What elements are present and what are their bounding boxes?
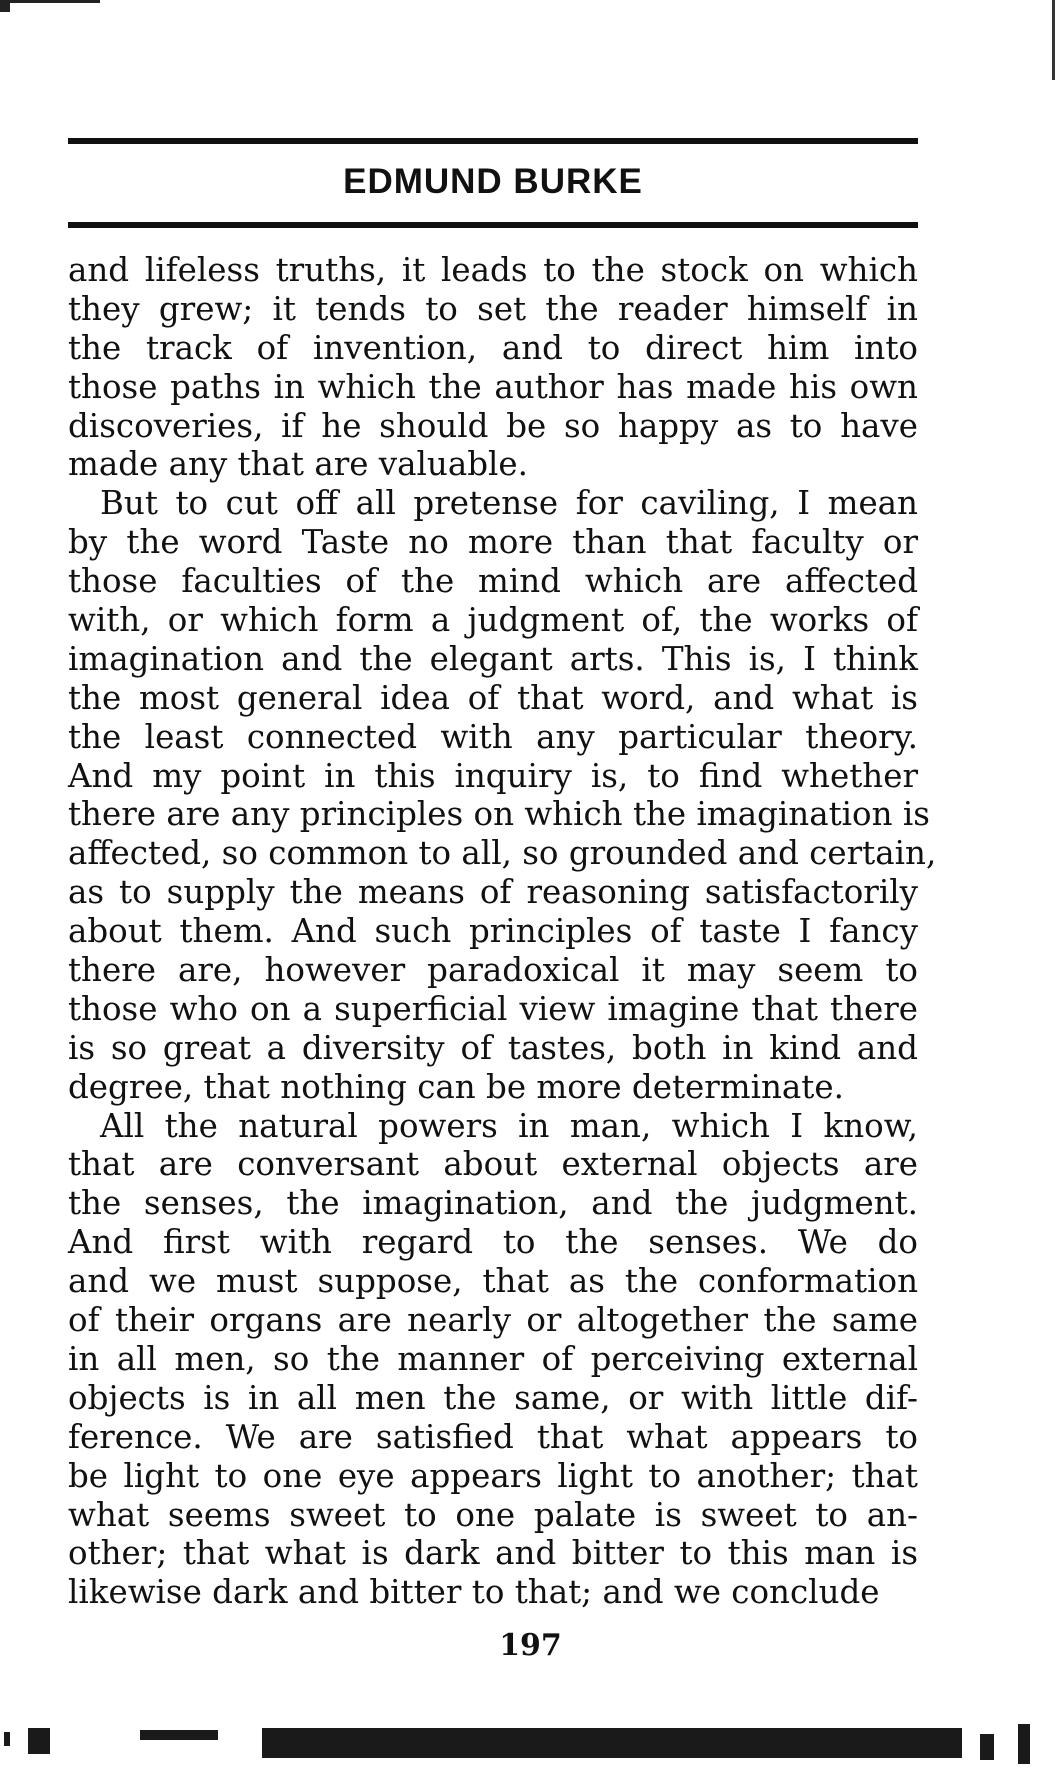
text-line: the least connected with any particular theory. — [68, 717, 918, 756]
text-line: and we must suppose, that as the conformation — [68, 1262, 918, 1301]
text-line: And my point in this inquiry is, to find whether — [68, 756, 918, 795]
page-number: 197 — [499, 1628, 562, 1663]
scan-corner-mark — [0, 0, 100, 14]
text-line: those who on a superficial view imagine that there — [68, 989, 918, 1028]
text-line: there are any principles on which the imagination is — [68, 795, 930, 834]
header-rule-top — [68, 138, 918, 144]
text-line: objects is in all men the same, or with little dif- — [68, 1378, 918, 1417]
text-line: there are, however paradoxical it may seem to — [68, 951, 918, 990]
text-line: is so great a diversity of tastes, both in kind and — [68, 1028, 918, 1067]
text-line: those paths in which the author has made his own — [68, 367, 918, 406]
text-line: the track of invention, and to direct him into — [68, 328, 918, 367]
header-rule-bottom — [68, 222, 918, 228]
scan-edge-line — [1052, 0, 1055, 80]
text-line: be light to one eye appears light to another; that — [68, 1456, 918, 1495]
text-line: by the word Taste no more than that faculty or — [68, 523, 918, 562]
text-line: what seems sweet to one palate is sweet to an- — [68, 1495, 918, 1534]
text-line: about them. And such principles of taste I fancy — [68, 912, 918, 951]
text-line: But to cut off all pretense for caviling, I mean — [100, 484, 918, 523]
text-line: of their organs are nearly or altogether the same — [68, 1301, 918, 1340]
text-line: All the natural powers in man, which I know, — [100, 1106, 918, 1145]
text-line: with, or which form a judgment of, the works of — [68, 601, 918, 640]
text-line: ference. We are satisfied that what appears to — [68, 1417, 918, 1456]
scan-footer-marks — [0, 1720, 1061, 1780]
text-line: and lifeless truths, it leads to the stock on which — [68, 251, 918, 289]
body-text — [68, 251, 937, 1612]
text-line: And first with regard to the senses. We do — [68, 1223, 918, 1262]
text-line: likewise dark and bitter to that; and we conclude — [68, 1573, 880, 1612]
text-line: the senses, the imagination, and the judgment. — [68, 1184, 918, 1223]
text-line: degree, that nothing can be more determinate. — [68, 1067, 844, 1106]
text-line: in all men, so the manner of perceiving external — [68, 1339, 918, 1378]
text-line: affected, so common to all, so grounded and certain, — [68, 834, 937, 873]
running-head: EDMUND BURKE — [343, 162, 643, 201]
text-line: they grew; it tends to set the reader himself in — [68, 289, 918, 328]
text-line: those faculties of the mind which are affected — [68, 562, 918, 601]
text-line: that are conversant about external objects are — [68, 1145, 918, 1184]
text-line: imagination and the elegant arts. This is, I think — [68, 639, 918, 678]
text-line: the most general idea of that word, and what is — [68, 678, 918, 717]
text-line: as to supply the means of reasoning satisfactorily — [68, 873, 918, 912]
text-line: discoveries, if he should be so happy as to have — [68, 406, 918, 445]
text-line: made any that are valuable. — [68, 445, 528, 484]
text-line: other; that what is dark and bitter to this man is — [68, 1534, 918, 1573]
